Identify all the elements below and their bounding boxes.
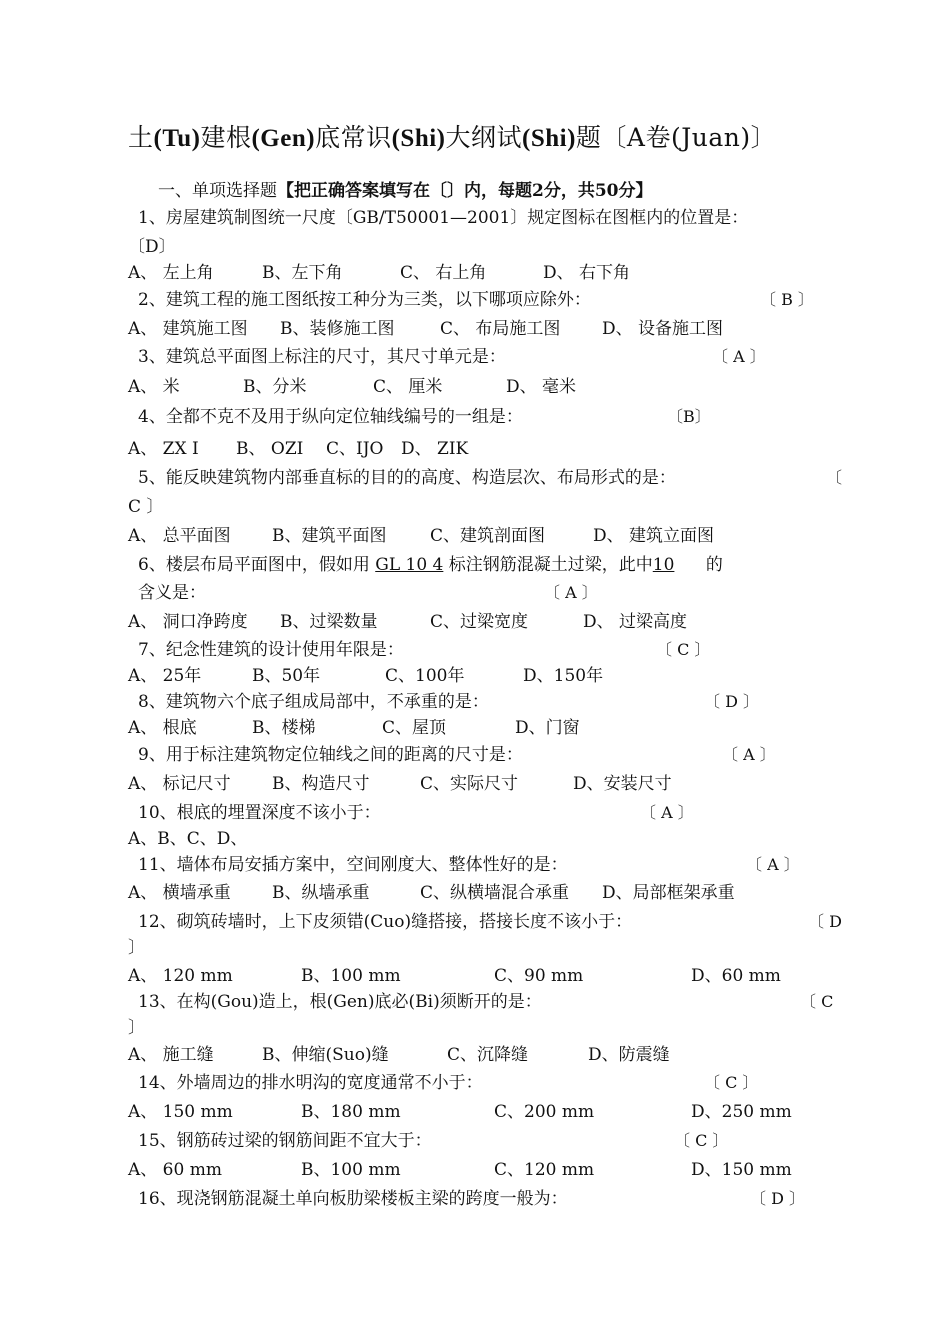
option-d: D、 右下角 [543, 263, 631, 283]
question-16-answer: 〔 D 〕 [750, 1189, 806, 1208]
title-part: 题〔A卷(Juan)〕 [575, 123, 777, 152]
question-12-answer: 〔 D [808, 912, 842, 931]
question-16: 16、现浇钢筋混凝土单向板肋梁楼板主梁的跨度一般为： [138, 1189, 568, 1209]
option-a: A、 左上角 [128, 263, 214, 283]
option-c: C、 厘米 [373, 377, 443, 397]
option-d: D、 过梁高度 [583, 612, 688, 632]
option-d: D、防震缝 [588, 1045, 670, 1065]
option-a: A、 60 mm [128, 1160, 222, 1180]
option-d: D、 毫米 [506, 377, 577, 397]
option-b: B、分米 [243, 377, 307, 397]
option-b: B、楼梯 [252, 718, 316, 738]
option-c: C、200 mm [494, 1102, 595, 1122]
title-part: (Tu) [153, 125, 201, 152]
option-b: B、180 mm [301, 1102, 401, 1122]
option-d: D、150 mm [691, 1160, 792, 1180]
section-label: 一、单项选择题 [158, 181, 277, 201]
option-a: A、 洞口净跨度 [128, 612, 248, 632]
option-a: A、 标记尺寸 [128, 774, 231, 794]
section-heading [158, 180, 653, 202]
option-c: C、沉降缝 [447, 1045, 529, 1065]
option-b: B、纵墙承重 [272, 883, 370, 903]
question-12-answer-close: 〕 [128, 938, 145, 958]
option-d: D、 设备施工图 [602, 319, 724, 339]
question-11: 11、墙体布局安插方案中，空间刚度大、整体性好的是： [138, 855, 568, 875]
question-11-answer: 〔 A 〕 [746, 855, 800, 874]
option-c: C、过梁宽度 [430, 612, 529, 632]
option-a: A、 120 mm [128, 966, 233, 986]
option-b: B、伸缩(Suo)缝 [262, 1045, 389, 1065]
page-title [128, 118, 828, 154]
title-part: 底常识 [315, 123, 392, 152]
question-13: 13、在构(Gou)造上，根(Gen)底必(Bi)须断开的是： [138, 992, 542, 1012]
question-6-answer: 〔 A 〕 [544, 583, 598, 602]
option-c: C、纵横墙混合承重 [420, 883, 570, 903]
option-d: D、60 mm [691, 966, 781, 986]
option-d: D、150年 [523, 666, 604, 686]
title-part: 大纲试 [445, 123, 523, 152]
question-2-answer: 〔 B 〕 [760, 290, 814, 309]
option-c: C、建筑剖面图 [430, 526, 546, 546]
title-part: 建根 [200, 123, 252, 152]
option-b: B、100 mm [301, 966, 401, 986]
question-10: 10、根底的埋置深度不该小于： [138, 803, 381, 823]
option-d: D、 ZIK [401, 439, 469, 459]
option-a: A、 150 mm [128, 1102, 233, 1122]
question-4-answer: 〔B〕 [667, 407, 711, 426]
option-a: A、 横墙承重 [128, 883, 231, 903]
option-d: D、250 mm [691, 1102, 792, 1122]
option-a: A、 25年 [128, 666, 202, 686]
question-1-answer: 〔D〕 [128, 237, 176, 257]
question-6-cont: 含义是： [138, 583, 206, 603]
option-c: C、IJO [326, 439, 384, 459]
question-14: 14、外墙周边的排水明沟的宽度通常不小于： [138, 1073, 483, 1093]
question-6 [138, 554, 723, 576]
question-1: 1、房屋建筑制图统一尺度〔GB/T50001—2001〕规定图标在图框内的位置是： [138, 208, 749, 228]
option-c: C、 布局施工图 [440, 319, 561, 339]
question-6-text: 6、楼层布局平面图中，假如用 [138, 555, 370, 575]
question-5-answer: C 〕 [128, 497, 164, 517]
option-c: C、 右上角 [400, 263, 487, 283]
option-d: D、局部框架承重 [602, 883, 735, 903]
question-7-answer: 〔 C 〕 [656, 640, 711, 659]
question-6-text: 标注钢筋混凝土过梁，此中 [448, 555, 653, 575]
question-15: 15、钢筋砖过梁的钢筋间距不宜大于： [138, 1131, 432, 1151]
option-d: D、门窗 [515, 718, 580, 738]
question-3-answer: 〔 A 〕 [712, 347, 766, 366]
option-a: A、 根底 [128, 718, 197, 738]
option-a: A、 米 [128, 377, 180, 397]
question-6-code: 10 [652, 555, 675, 575]
title-part: (Shi) [391, 125, 446, 152]
option-b: B、100 mm [301, 1160, 401, 1180]
question-7: 7、纪念性建筑的设计使用年限是： [138, 640, 404, 660]
option-d: D、安装尺寸 [573, 774, 672, 794]
option-a: A、 施工缝 [128, 1045, 214, 1065]
option-b: B、左下角 [262, 263, 343, 283]
option-a: A、 建筑施工图 [128, 319, 248, 339]
question-10-answer: 〔 A 〕 [640, 803, 694, 822]
question-9: 9、用于标注建筑物定位轴线之间的距离的尺寸是： [138, 745, 523, 765]
question-13-answer-close: 〕 [128, 1018, 145, 1038]
question-3: 3、建筑总平面图上标注的尺寸，其尺寸单元是： [138, 347, 506, 367]
option-b: B、50年 [252, 666, 321, 686]
option-c: C、90 mm [494, 966, 584, 986]
title-part: (Gen) [251, 125, 316, 152]
question-5-answer-open: 〔 [826, 468, 843, 487]
option-a: A、 总平面图 [128, 526, 231, 546]
question-2: 2、建筑工程的施工图纸按工种分为三类，以下哪项应除外： [138, 290, 591, 310]
question-8: 8、建筑物六个底子组成局部中，不承重的是： [138, 692, 489, 712]
question-14-answer: 〔 C 〕 [704, 1073, 759, 1092]
option-c: C、120 mm [494, 1160, 595, 1180]
option-d: D、 建筑立面图 [593, 526, 715, 546]
question-15-answer: 〔 C 〕 [674, 1131, 729, 1150]
question-12: 12、砌筑砖墙时，上下皮须错(Cuo)缝搭接，搭接长度不该小于： [138, 912, 633, 932]
question-10-options: A、B、C、D、 [128, 829, 248, 849]
question-6-text: 的 [705, 555, 723, 575]
option-b: B、过梁数量 [280, 612, 378, 632]
option-b: B、 OZI [236, 439, 304, 459]
question-5: 5、能反映建筑物内部垂直标的目的的高度、构造层次、布局形式的是： [138, 468, 676, 488]
question-13-answer: 〔 C [800, 992, 834, 1011]
question-9-answer: 〔 A 〕 [722, 745, 776, 764]
section-instruction: 【把正确答案填写在〔〕内，每题2分，共50分】 [277, 181, 653, 201]
question-8-answer: 〔 D 〕 [704, 692, 760, 711]
option-b: B、装修施工图 [280, 319, 395, 339]
option-b: B、建筑平面图 [272, 526, 387, 546]
option-c: C、屋顶 [382, 718, 447, 738]
question-4: 4、全都不克不及用于纵向定位轴线编号的一组是： [138, 407, 523, 427]
option-b: B、构造尺寸 [272, 774, 370, 794]
option-a: A、 ZX I [128, 439, 199, 459]
title-part: (Shi) [522, 125, 576, 152]
title-part: 土 [128, 123, 154, 152]
question-6-code: GL 10 4 [375, 555, 444, 575]
option-c: C、100年 [385, 666, 465, 686]
option-c: C、实际尺寸 [420, 774, 519, 794]
